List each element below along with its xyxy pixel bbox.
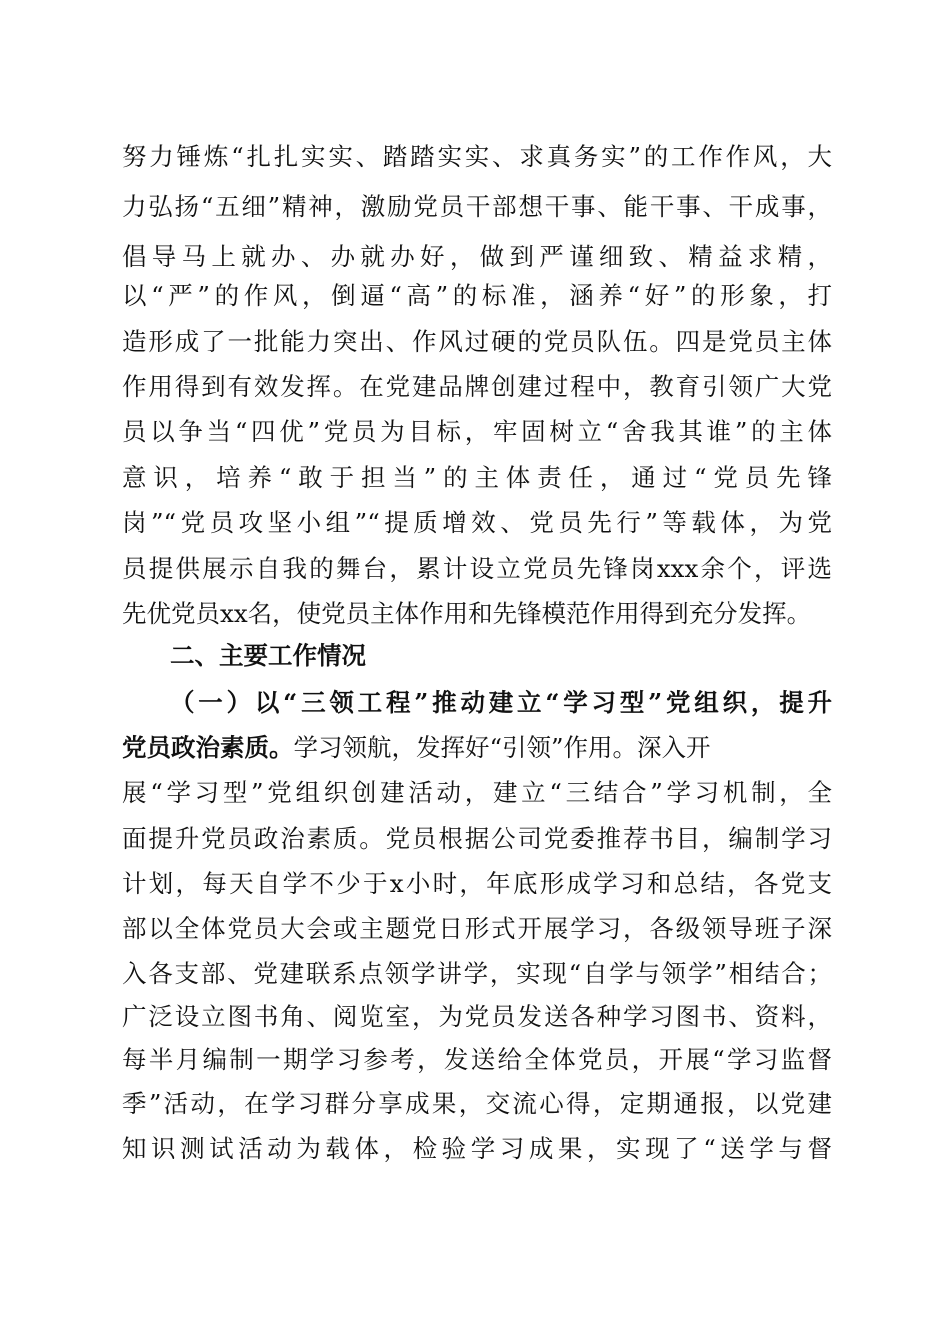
paragraph-line: 部以全体党员大会或主题党日形式开展学习，各级领导班子深 xyxy=(122,914,832,943)
paragraph-line: 入各支部、党建联系点领学讲学，实现“自学与领学”相结合； xyxy=(122,959,832,988)
paragraph-line: 力弘扬“五细”精神，激励党员干部想干事、能干事、干成事， xyxy=(122,192,832,221)
paragraph-line: 意识，培养“敢于担当”的主体责任，通过“党员先锋 xyxy=(122,463,832,492)
paragraph-line: 倡导马上就办、办就办好，做到严谨细致、精益求精， xyxy=(122,242,832,271)
section-heading: 二、主要工作情况 xyxy=(170,641,366,670)
paragraph-line: 先优党员xx名，使党员主体作用和先锋模范作用得到充分发挥。 xyxy=(122,599,812,628)
paragraph-line: 知识测试活动为载体，检验学习成果，实现了“送学与督 xyxy=(122,1134,832,1163)
paragraph-line: 岗”“党员攻坚小组”“提质增效、党员先行”等载体，为党 xyxy=(122,508,832,537)
subsection-lead-text: 学习领航，发挥好“引领”作用。深入开 xyxy=(293,733,711,762)
paragraph-line: 展“学习型”党组织创建活动，建立“三结合”学习机制，全 xyxy=(122,778,832,807)
subsection-title: （一）以“三领工程”推动建立“学习型”党组织，提升 xyxy=(170,688,832,717)
paragraph-line: 员以争当“四优”党员为目标，牢固树立“舍我其谁”的主体 xyxy=(122,417,832,446)
paragraph-line: 作用得到有效发挥。在党建品牌创建过程中，教育引领广大党 xyxy=(122,372,832,401)
paragraph-line: 面提升党员政治素质。党员根据公司党委推荐书目，编制学习 xyxy=(122,824,832,853)
paragraph-line: 广泛设立图书角、阅览室，为党员发送各种学习图书、资料， xyxy=(122,1002,832,1031)
paragraph-line: 计划，每天自学不少于x小时，年底形成学习和总结，各党支 xyxy=(122,869,832,898)
paragraph-line: 造形成了一批能力突出、作风过硬的党员队伍。四是党员主体 xyxy=(122,327,832,356)
paragraph-line: 每半月编制一期学习参考，发送给全体党员，开展“学习监督 xyxy=(122,1045,832,1074)
paragraph-line: 季”活动，在学习群分享成果，交流心得，定期通报，以党建 xyxy=(122,1089,832,1118)
paragraph-line: 员提供展示自我的舞台，累计设立党员先锋岗xxx余个，评选 xyxy=(122,554,832,583)
subsection-title-continued: 党员政治素质。 xyxy=(122,733,294,762)
paragraph-line: 努力锤炼“扎扎实实、踏踏实实、求真务实”的工作作风，大 xyxy=(122,142,832,171)
subsection-line xyxy=(122,726,832,770)
paragraph-line: 以“严”的作风，倒逼“高”的标准，涵养“好”的形象，打 xyxy=(122,281,832,310)
